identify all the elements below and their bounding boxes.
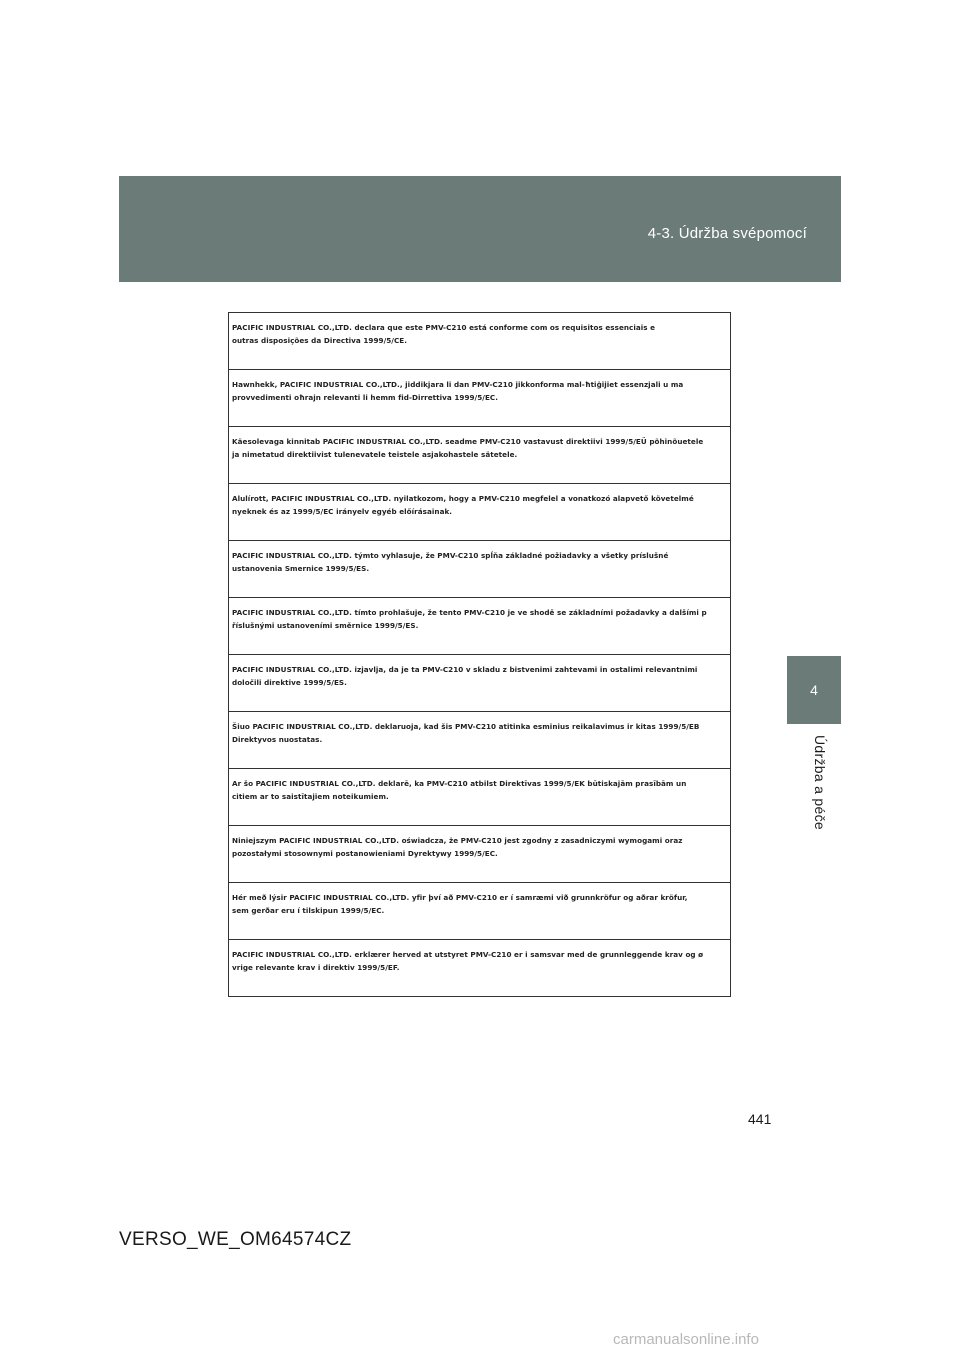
- declaration-text: PACIFIC INDUSTRIAL CO.,LTD. týmto vyhlasuje, že PMV-C210 spĺňa základné požiadavky a všetky príslušné ustanovenia Smernice 1999/5/ES.: [232, 551, 669, 573]
- declaration-row-czech: [229, 598, 730, 655]
- page-number: 441: [748, 1111, 772, 1127]
- declaration-row-norwegian: [229, 940, 730, 996]
- chapter-side-label: Údržba a péče: [812, 735, 828, 830]
- header-band: [119, 176, 841, 282]
- chapter-number: 4: [810, 682, 818, 698]
- declaration-row-maltese: [229, 370, 730, 427]
- declaration-text: Hawnhekk, PACIFIC INDUSTRIAL CO.,LTD., jiddikjara li dan PMV-C210 jikkonforma mal-ħtiġijiet essenzjali u ma provvedimenti oħrajn relevanti li hemm fid-Dirrettiva 1999/5/EC.: [232, 380, 684, 402]
- declaration-text: Šiuo PACIFIC INDUSTRIAL CO.,LTD. deklaruoja, kad šis PMV-C210 atitinka esminius reikalavimus ir kitas 1999/5/EB Direktyvos nuostatas.: [232, 722, 700, 744]
- declaration-row-portuguese: [229, 313, 730, 370]
- watermark: carmanualsonline.info: [613, 1331, 759, 1348]
- declaration-text: PACIFIC INDUSTRIAL CO.,LTD. declara que este PMV-C210 está conforme com os requisitos essenciais e outras disposições da Directiva 1999/5/CE.: [232, 323, 656, 345]
- declaration-text: Käesolevaga kinnitab PACIFIC INDUSTRIAL CO.,LTD. seadme PMV-C210 vastavust direktiivi 1999/5/EÜ põhinõuetele ja nimetatud direktiivist tulenevatele teistele asjakohastele sätetele.: [232, 437, 704, 459]
- declaration-row-icelandic: [229, 883, 730, 940]
- declaration-text: Alulírott, PACIFIC INDUSTRIAL CO.,LTD. nyilatkozom, hogy a PMV-C210 megfelel a vonatkozó alapvető követelmé nyeknek és az 1999/5/EC irányelv egyéb előírásainak.: [232, 494, 694, 516]
- declaration-text: PACIFIC INDUSTRIAL CO.,LTD. izjavlja, da je ta PMV-C210 v skladu z bistvenimi zahtevami in ostalimi relevantnimi določili direktive 1999/5/ES.: [232, 665, 698, 687]
- declaration-row-polish: [229, 826, 730, 883]
- declarations-table: [228, 312, 731, 997]
- declaration-row-estonian: [229, 427, 730, 484]
- declaration-row-hungarian: [229, 484, 730, 541]
- declaration-text: PACIFIC INDUSTRIAL CO.,LTD. tímto prohlašuje, že tento PMV-C210 je ve shodě se základními požadavky a dalšími p říslušnými ustanoveními směrnice 1999/5/ES.: [232, 608, 707, 630]
- declaration-text: PACIFIC INDUSTRIAL CO.,LTD. erklærer herved at utstyret PMV-C210 er i samsvar med de grunnleggende krav og ø vrige relevante krav i direktiv 1999/5/EF.: [232, 950, 704, 972]
- declaration-row-slovenian: [229, 655, 730, 712]
- declaration-text: Niniejszym PACIFIC INDUSTRIAL CO.,LTD. oświadcza, że PMV-C210 jest zgodny z zasadniczymi wymogami oraz pozostałymi stosownymi postanowieniami Dyrektywy 1999/5/EC.: [232, 836, 683, 858]
- declaration-row-lithuanian: [229, 712, 730, 769]
- chapter-tab: [787, 656, 841, 724]
- document-code: VERSO_WE_OM64574CZ: [119, 1229, 352, 1250]
- section-title: 4-3. Údržba svépomocí: [647, 225, 807, 242]
- declaration-row-latvian: [229, 769, 730, 826]
- declaration-row-slovak: [229, 541, 730, 598]
- declaration-text: Ar šo PACIFIC INDUSTRIAL CO.,LTD. deklarē, ka PMV-C210 atbilst Direktīvas 1999/5/EK būtiskajām prasībām un citiem ar to saistītajiem noteikumiem.: [232, 779, 687, 801]
- declaration-text: Hér með lýsir PACIFIC INDUSTRIAL CO.,LTD. yfir því að PMV-C210 er í samræmi við grunnkröfur og aðrar kröfur, sem gerðar eru í tilskipun 1999/5/EC.: [232, 893, 688, 915]
